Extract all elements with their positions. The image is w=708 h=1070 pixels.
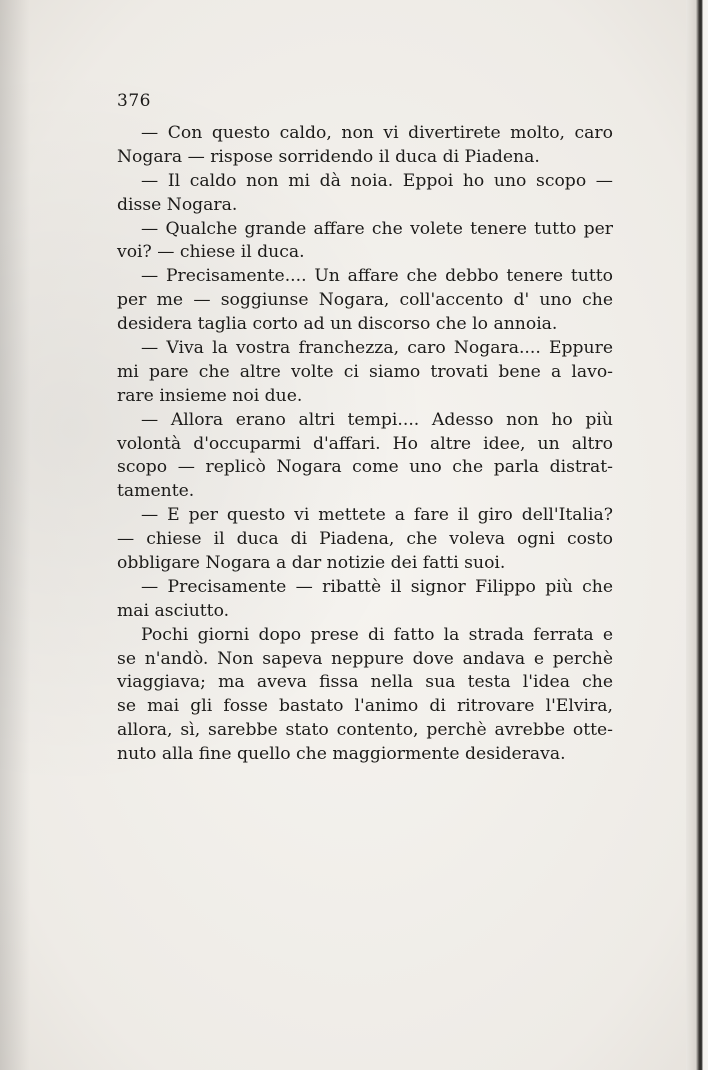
text-line: tamente.	[117, 481, 195, 502]
text-line: — Viva la vostra franchezza, caro Nogara.... Eppure	[141, 338, 613, 359]
text-line: scopo — replicò Nogara come uno che parla distrat-	[117, 457, 613, 478]
text-line: — chiese il duca di Piadena, che voleva ogni costo	[117, 529, 613, 550]
text-line: Pochi giorni dopo prese di fatto la strada ferrata e	[141, 624, 613, 645]
text-line: desidera taglia corto ad un discorso che lo annoia.	[117, 314, 558, 335]
text-line: voi? — chiese il duca.	[117, 242, 305, 263]
body-text	[117, 122, 613, 767]
text-line: per me — soggiunse Nogara, coll'accento d' uno che	[117, 290, 613, 311]
text-line: allora, sì, sarebbe stato contento, perchè avrebbe otte-	[117, 720, 613, 741]
text-line: volontà d'occuparmi d'affari. Ho altre idee, un altro	[117, 433, 613, 454]
text-line: nuto alla fine quello che maggiormente desiderava.	[117, 744, 566, 765]
text-line: — Con questo caldo, non vi divertirete molto, caro	[141, 123, 613, 143]
text-line: viaggiava; ma aveva fissa nella sua testa l'idea che	[117, 672, 613, 693]
text-line: rare insieme noi due.	[117, 385, 303, 406]
text-line: se n'andò. Non sapeva neppure dove andava e perchè	[117, 648, 613, 669]
text-line: — Allora erano altri tempi.... Adesso non ho più	[141, 409, 613, 430]
text-line: mi pare che altre volte ci siamo trovati bene a lavo-	[117, 361, 613, 382]
text-line: se mai gli fosse bastato l'animo di ritrovare l'Elvira,	[117, 696, 613, 717]
text-line: — Qualche grande affare che volete tenere tutto per	[141, 218, 613, 239]
text-line: — Precisamente.... Un affare che debbo tenere tutto	[141, 266, 613, 287]
page-shadow-edge	[0, 0, 30, 1070]
text-line: — Il caldo non mi dà noia. Eppoi ho uno scopo —	[141, 170, 613, 191]
text-line: mai asciutto.	[117, 600, 230, 621]
text-line: disse Nogara.	[117, 194, 238, 215]
book-spine	[686, 0, 708, 1070]
text-line: — Precisamente — ribattè il signor Filippo più che	[141, 576, 613, 597]
page-number: 376	[117, 91, 151, 111]
text-line: — E per questo vi mettete a fare il giro dell'Italia?	[141, 505, 613, 526]
text-line: obbligare Nogara a dar notizie dei fatti suoi.	[117, 553, 506, 574]
text-line: Nogara — rispose sorridendo il duca di Piadena.	[117, 146, 540, 167]
